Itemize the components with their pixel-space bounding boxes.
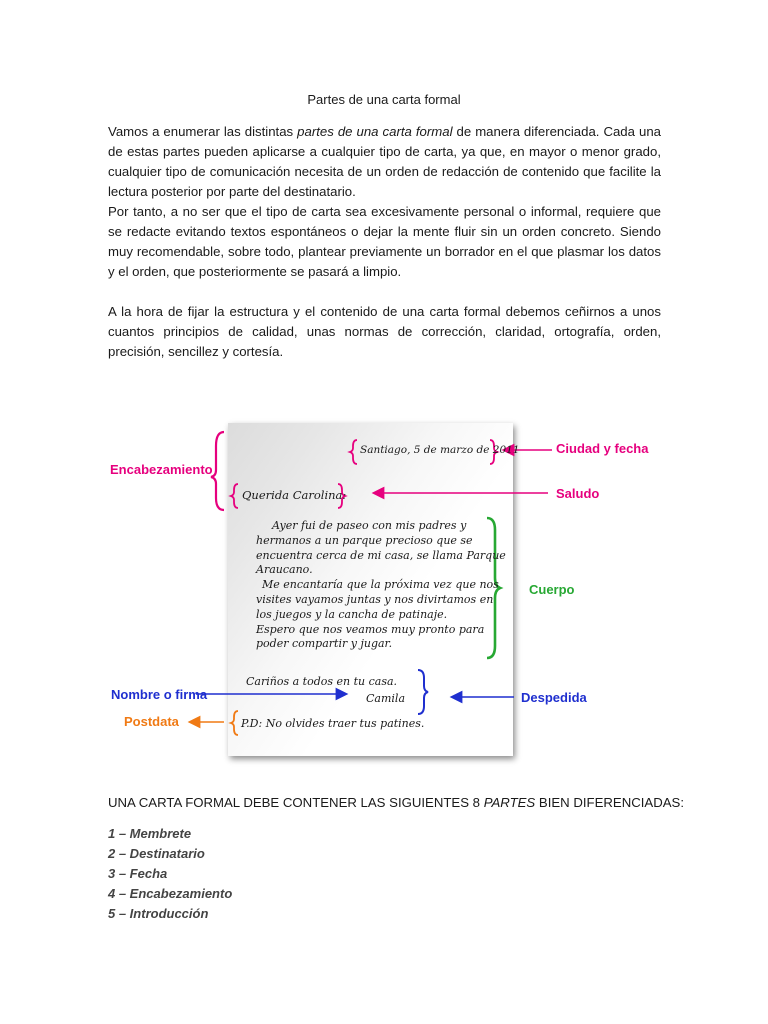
letter-body-p3: Espero que nos veamos muy pronto para poder compartir y jugar. xyxy=(256,622,485,651)
intro-text: Vamos a enumerar las distintas xyxy=(108,124,298,139)
letter-greeting: Querida Carolina: xyxy=(242,488,347,502)
letter-closing: Cariños a todos en tu casa. xyxy=(246,675,398,688)
date-brace xyxy=(350,440,357,464)
list-item: 3 – Fecha xyxy=(108,866,168,881)
page-title: Partes de una carta formal xyxy=(307,92,461,107)
label-cuerpo: Cuerpo xyxy=(529,582,575,597)
principles-paragraph: A la hora de fijar la estructura y el contenido de una carta formal debemos ceñirnos a unos cuantos principios de calidad, unas normas de corrección, claridad, ortografía, orden, precisión, sencillez y cortesía. xyxy=(108,304,661,359)
despedida-brace xyxy=(418,670,428,714)
list-item: 2 – Destinatario xyxy=(108,846,205,861)
parts-heading-text-end: BIEN DIFERENCIADAS: xyxy=(535,795,684,810)
list-item: 1 – Membrete xyxy=(108,826,192,841)
letter-date: Santiago, 5 de marzo de 2011 xyxy=(360,444,520,456)
letter-body xyxy=(256,519,506,652)
list-item: 5 – Introducción xyxy=(108,906,209,921)
postdata-brace xyxy=(231,711,238,735)
label-postdata: Postdata xyxy=(124,714,179,729)
intro-text-cont: de manera diferenciada. Cada una de estas partes pueden aplicarse a cualquier tipo de carta, ya que, en mayor o menor grado, cualquier tipo de comunicación necesita de un orden de redacción de contenido que facilite la lectura posterior por parte del destinatario. xyxy=(108,124,661,199)
parts-heading-text: UNA CARTA FORMAL DEBE CONTENER LAS SIGUIENTES 8 xyxy=(108,795,484,810)
parts-heading xyxy=(108,795,684,810)
label-despedida: Despedida xyxy=(521,690,587,705)
label-encabezamiento: Encabezamiento xyxy=(110,462,213,477)
greeting-brace xyxy=(231,484,238,508)
letter-postdata: P.D: No olvides traer tus patines. xyxy=(241,717,425,730)
intro-emphasis: partes de una carta formal xyxy=(297,124,453,139)
label-nombre-firma: Nombre o firma xyxy=(111,687,208,702)
parts-heading-emphasis: PARTES xyxy=(483,795,536,810)
parts-list xyxy=(108,824,232,924)
intro-text-second: Por tanto, a no ser que el tipo de carta sea excesivamente personal o informal, requiere que se redacte evitando textos espontáneos o dejar la mente fluir sin un orden concreto. Siendo muy recomendable, sobre todo, plantear previamente un borrador en el que plasmar los datos y el orden, que posteriormente se pasará a limpio. xyxy=(108,204,661,279)
list-item: 4 – Encabezamiento xyxy=(108,886,233,901)
letter-signature: Camila xyxy=(366,692,405,705)
letter-body-p1: Ayer fui de paseo con mis padres y hermanos a un parque precioso que se encuentra cerca de mi casa, se llama Parque Araucano. xyxy=(256,519,506,577)
letter-body-p2: Me encantaría que la próxima vez que nos visites vayamos juntas y nos divirtamos en los juegos y la cancha de patinaje. xyxy=(256,578,499,621)
label-ciudad-fecha: Ciudad y fecha xyxy=(556,441,649,456)
label-saludo: Saludo xyxy=(556,486,600,501)
